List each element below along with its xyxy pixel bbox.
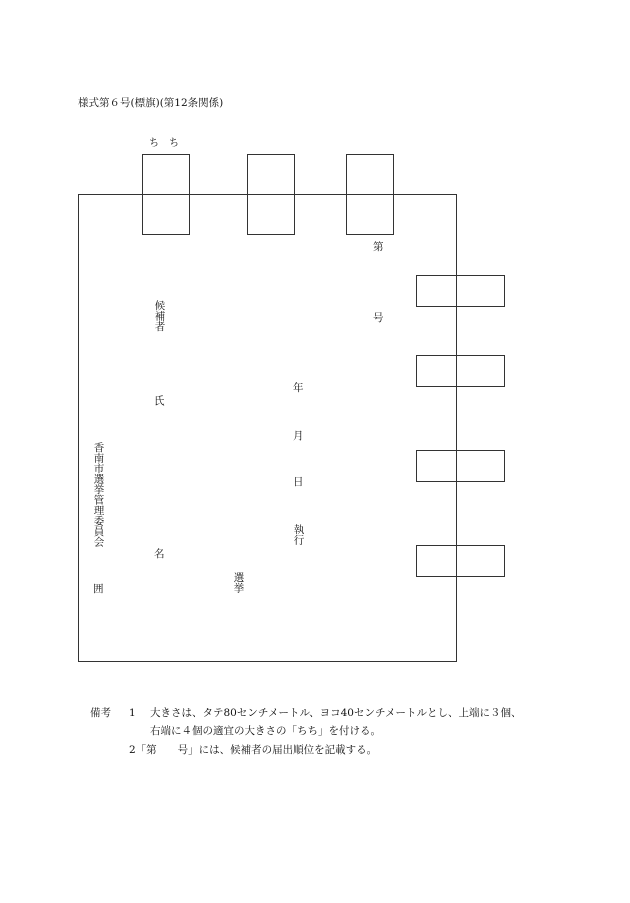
right-loop-3	[416, 450, 505, 482]
chichi-label: ち ち	[149, 138, 179, 149]
candidate-label: 候補者	[153, 300, 166, 332]
note-1-number: 1	[129, 707, 136, 719]
note-1-line-1: 大きさは、タテ80センチメートル、ヨコ40センチメートルとし、上端に３個、	[150, 707, 522, 719]
top-loop-2	[247, 154, 295, 235]
date-month: 月	[293, 430, 304, 442]
form-title: 様式第６号(標旗)(第12条関係)	[78, 97, 224, 109]
name-char-second: 名	[154, 548, 165, 560]
notes-heading: 備考	[90, 707, 111, 719]
flag-frame	[78, 194, 457, 662]
election-label: 選挙	[232, 572, 245, 593]
date-day: 日	[293, 476, 304, 488]
top-loop-1	[142, 154, 190, 235]
number-prefix: 第	[373, 241, 384, 253]
name-char-first: 氏	[154, 395, 165, 407]
note-2: 2「第 号」には、候補者の届出順位を記載する。	[129, 744, 378, 756]
execution-label: 執行	[292, 524, 305, 545]
date-year: 年	[293, 382, 304, 394]
right-loop-1	[416, 275, 505, 307]
number-suffix: 号	[373, 312, 384, 324]
top-loop-3	[346, 154, 394, 235]
right-loop-4	[416, 545, 505, 577]
seal-mark: 囲	[93, 583, 104, 595]
committee-name: 香南市選挙管理委員会	[92, 442, 105, 547]
note-1-line-2: 右端に４個の適宜の大きさの「ちち」を付ける。	[150, 725, 381, 737]
right-loop-2	[416, 355, 505, 387]
